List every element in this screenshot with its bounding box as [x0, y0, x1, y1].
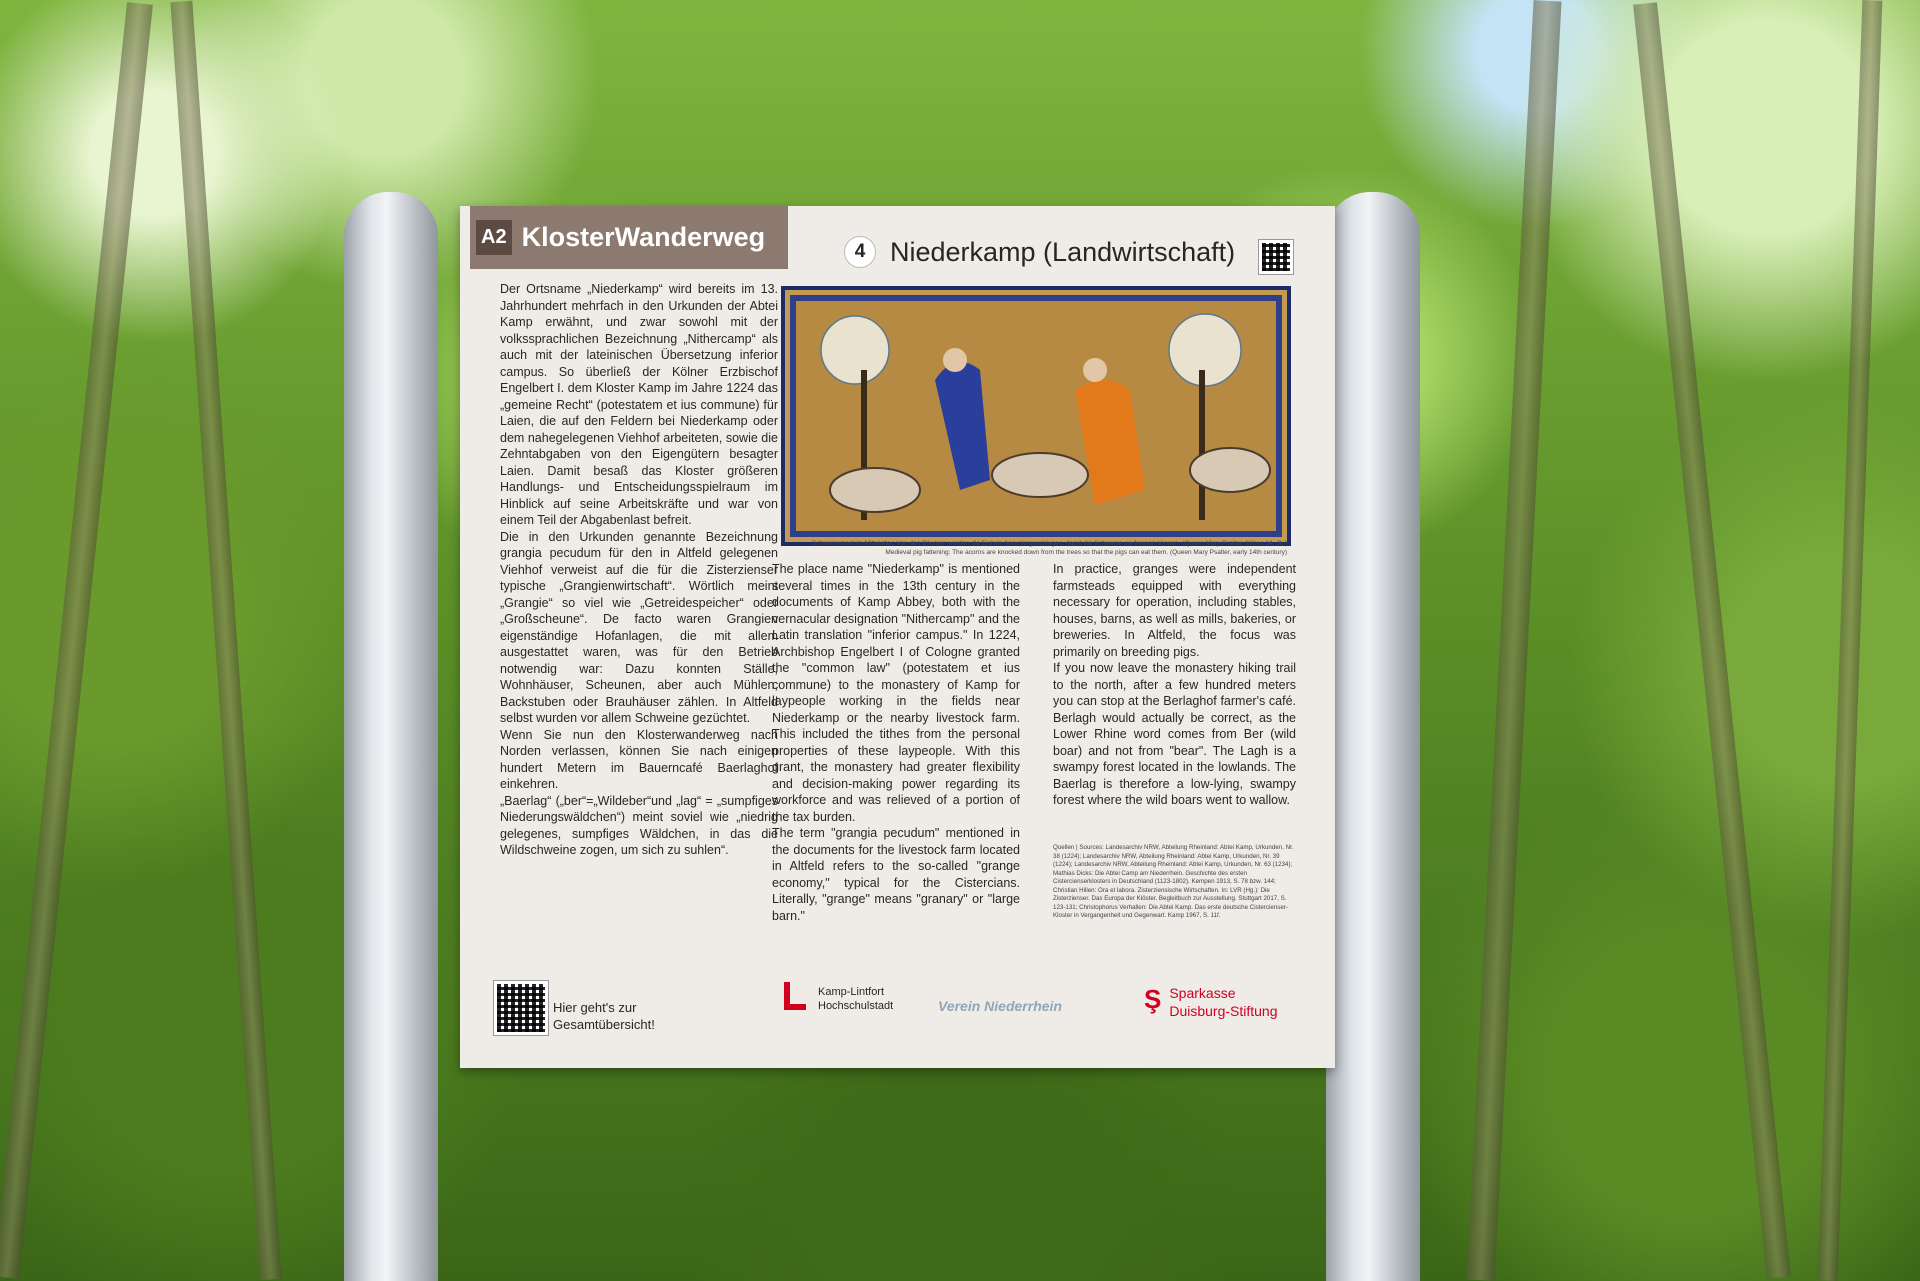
tree-trunk	[0, 2, 153, 1279]
german-text-column	[500, 281, 778, 859]
route-banner	[470, 206, 788, 269]
medieval-illustration	[781, 286, 1291, 546]
information-sign	[460, 206, 1335, 1068]
overview-qr-code[interactable]	[494, 981, 548, 1035]
tree-trunk	[1633, 2, 1791, 1278]
station-number-badge: 4	[844, 236, 876, 268]
kamp-lintfort-mark-icon	[774, 982, 808, 1016]
tree-trunk	[1466, 0, 1561, 1281]
english-paragraph: The term "grangia pecudum" mentioned in the documents for the livestock farm located in Altfeld refers to the so-called "grange economy," typical for the Cistercians. Literally, "grange" means "granary" or "large barn."	[772, 826, 1020, 923]
tree-trunk	[1818, 0, 1883, 1281]
overview-link-text: Hier geht's zur Gesamtübersicht!	[553, 1000, 655, 1032]
pig-fattening-miniature	[785, 290, 1287, 542]
verein-niederrhein-logo: Verein Niederrhein	[938, 998, 1062, 1014]
german-paragraph: Wenn Sie nun den Klosterwanderweg nach Norden verlassen, können Sie nach einigen hundert Metern im Bauerncafé Baerlaghof einkehren.	[500, 727, 778, 791]
english-text-column-2	[1053, 561, 1296, 809]
caption-german: Schweinemast im Mittelalter: Von den Bäumen werden die Eicheln heruntergeschlagen, damit die Schweine sie fressen können. (Queen Mary Psalter, frühes 14. Jh.)	[811, 540, 1287, 547]
station-qr-code[interactable]	[1259, 240, 1293, 274]
english-paragraph: If you now leave the monastery hiking trail to the north, after a few hundred meters you can stop at the Berlaghof farmer's café. Berlagh would actually be correct, as the Lower Rhine word comes from Ber (wild boar) and not from "bear". The Lagh is a swampy forest located in the lowlands. The Baerlag is therefore a low-lying, swampy forest where the wild boars went to wallow.	[1053, 661, 1296, 807]
tree-trunk	[170, 1, 281, 1280]
route-code: A2	[476, 220, 512, 255]
kamp-lintfort-logo: Kamp-Lintfort Hochschulstadt	[774, 982, 893, 1016]
english-paragraph: The place name "Niederkamp" is mentioned several times in the 13th century in the documents of Kamp Abbey, both with the vernacular designation "Nithercamp" and the Latin translation "inferior campus." In 1224, Archbishop Engelbert I of Cologne granted the "common law" (potestatem et ius commune) to the monastery of Kamp for laypeople working in the fields near Niederkamp or the nearby livestock farm. This included the tithes from the personal properties of these laypeople. With this grant, the monastery had greater flexibility and decision-making power regarding its workforce and was relieved of a portion of the tax burden.	[772, 562, 1020, 824]
station-title: Niederkamp (Landwirtschaft)	[890, 236, 1236, 267]
sparkasse-logo: Ş Sparkasse Duisburg-Stiftung	[1144, 984, 1278, 1019]
german-paragraph: „Baerlag“ („ber“=„Wildeber“und „lag“ = „sumpfiges Niederungswäldchen“) meint soviel wie „niedrig gelegenes, sumpfiges Wäldchen, in das die Wildschweine zogen, um sich zu suhlen“.	[500, 793, 778, 857]
caption-english: Medieval pig fattening: The acorns are knocked down from the trees so that the pigs can eat them. (Queen Mary Psalter, early 14th century)	[885, 549, 1287, 556]
right-sign-post	[1326, 192, 1420, 1281]
route-name: KlosterWanderweg	[521, 222, 766, 252]
german-paragraph: Die in den Urkunden genannte Bezeichnung grangia pecudum für den in Altfeld gelegenen Viehhof verweist auf die für die Zisterzienser typische „Grangienwirtschaft“. Wörtlich meint „Grangie“ so viel wie „Getreidespeicher“ oder „Großscheune“. De facto waren Grangien eigenständige Hofanlagen, die mit allem ausgestattet waren, was für den Betrieb notwendig war: Dazu konnten Ställe, Wohnhäuser, Scheunen, aber auch Mühlen, Backstuben oder Brauhäuser zählen. In Altfeld selbst wurden vor allem Schweine gezüchtet.	[500, 529, 778, 725]
station-header	[844, 236, 1235, 268]
german-paragraph: Der Ortsname „Niederkamp“ wird bereits im 13. Jahrhundert mehrfach in den Urkunden der Abtei Kamp erwähnt, und zwar sowohl mit der volkssprachlichen Bezeichnung „Nithercamp“ als auch mit der lateinischen Übersetzung inferior campus. So überließ der Kölner Erzbischof Engelbert I. dem Kloster Kamp im Jahre 1224 das „gemeine Recht“ (potestatem et ius commune) für Laien, die auf den Feldern bei Niederkamp oder dem nahegelegenen Viehhof arbeiteten, sowie die Zehntabgaben von den Eigengütern besagter Laien. Damit besaß das Kloster größeren Handlungs- und Entscheidungsspielraum im Hinblick auf seine Arbeitskräfte und war von einem Teil der Abgabenlast befreit.	[500, 282, 778, 527]
english-text-column-1	[772, 561, 1020, 924]
english-paragraph: In practice, granges were independent farmsteads equipped with everything necessary for operation, including stables, houses, barns, as well as mills, bakeries, or breweries. In Altfeld, the focus was primarily on breeding pigs.	[1053, 562, 1296, 659]
left-sign-post	[344, 192, 438, 1281]
sources-list: Quellen | Sources: Landesarchiv NRW, Abteilung Rheinland: Abtei Kamp, Urkunden, Nr. 38 (1224); Landesarchiv NRW, Abteilung Rheinland: Abtei Kamp, Urkunden, Nr. 39 (1224); Landesarchiv NRW, Abteilung Rheinland: Abtei Kamp, Urkunden, Nr. 63 (1234); Mathias Dicks: Die Abtei Camp am Niederrhein. Geschichte des ersten Cistercienserklosters in Deutschland (1123-1802). Kempen 1913, S. 78 bzw. 144; Christian Hillen: Ora et labora. Zisterziensische Wirtschaften. In: LVR (Hg.): Die Zisterzienser. Das Europa der Klöster. Begleitbuch zur Ausstellung. Stuttgart 2017, S. 123-131; Christophorus Verhallen: Die Abtei Kamp. Das erste deutsche Cistercienser-Kloster in Vergangenheit und Gegenwart. Kamp 1967, S. 11f.	[1053, 844, 1294, 919]
illustration-caption	[712, 539, 1287, 557]
sparkasse-icon: Ş	[1144, 984, 1162, 1014]
